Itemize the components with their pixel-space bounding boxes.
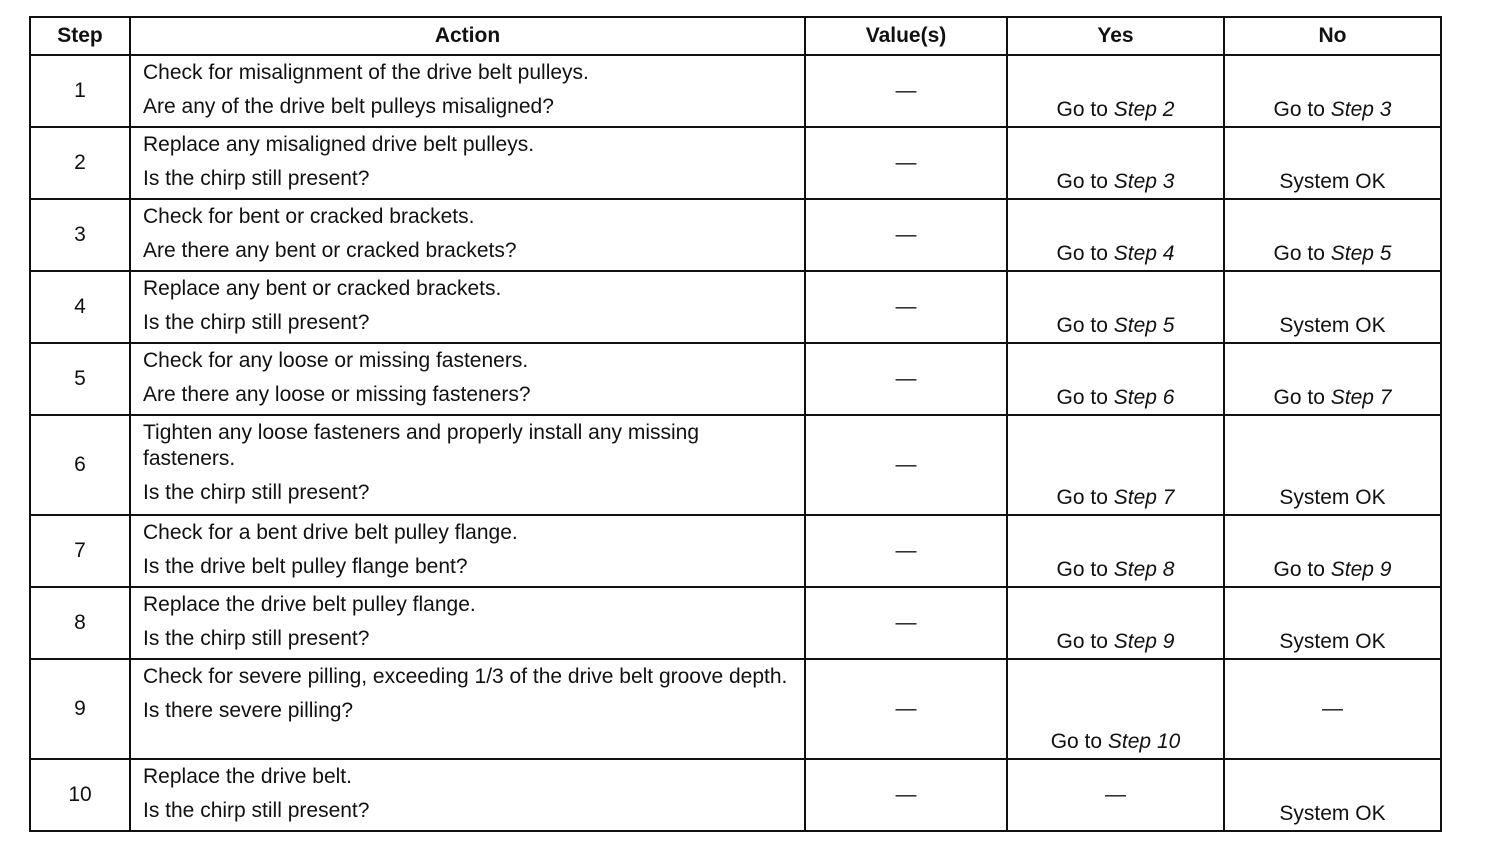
table-row: [30, 659, 1441, 759]
yes-text: Go to: [1056, 386, 1108, 409]
action-question: Is the chirp still present?: [143, 167, 370, 190]
header-yes: Yes: [1007, 17, 1224, 55]
no-cell: [1224, 55, 1441, 127]
no-text: System OK: [1279, 486, 1386, 509]
yes-text: —: [1105, 783, 1126, 806]
no-cell: [1224, 587, 1441, 659]
value-cell: —: [805, 659, 1007, 759]
no-text: System OK: [1279, 314, 1386, 337]
header-action: Action: [130, 17, 805, 55]
action-question: Are there any loose or missing fasteners?: [143, 383, 531, 406]
yes-text: Go to: [1056, 242, 1108, 265]
action-check: Check for any loose or missing fasteners.: [143, 349, 529, 372]
no-text: Go to: [1273, 242, 1325, 265]
action-cell: [130, 759, 805, 831]
no-cell: [1224, 759, 1441, 831]
no-step-ref: Step 3: [1330, 98, 1392, 121]
table-row: [30, 415, 1441, 515]
no-cell: [1224, 515, 1441, 587]
table-row: [30, 55, 1441, 127]
action-check: Check for a bent drive belt pulley flange.: [143, 521, 518, 544]
action-question: Is the drive belt pulley flange bent?: [143, 555, 468, 578]
step-number: 3: [30, 199, 130, 271]
value-cell: —: [805, 587, 1007, 659]
action-cell: [130, 343, 805, 415]
value-cell: —: [805, 199, 1007, 271]
yes-cell: [1007, 515, 1224, 587]
value-cell: —: [805, 343, 1007, 415]
no-cell: [1224, 199, 1441, 271]
step-number: 10: [30, 759, 130, 831]
action-cell: [130, 515, 805, 587]
yes-step-ref: Step 9: [1113, 630, 1175, 653]
yes-text: Go to: [1056, 98, 1108, 121]
no-text: Go to: [1273, 558, 1325, 581]
header-row: [30, 17, 1441, 55]
step-number: 9: [30, 659, 130, 759]
value-cell: —: [805, 759, 1007, 831]
yes-text: Go to: [1056, 558, 1108, 581]
action-check: Check for severe pilling, exceeding 1/3 of the drive belt groove depth.: [143, 665, 788, 688]
no-text: System OK: [1279, 630, 1386, 653]
yes-text: Go to: [1056, 486, 1108, 509]
diagnostic-table: [29, 16, 1442, 832]
no-step-ref: Step 7: [1330, 386, 1392, 409]
table-row: [30, 515, 1441, 587]
no-text: —: [1322, 697, 1343, 720]
action-question: Is the chirp still present?: [143, 311, 370, 334]
no-text: Go to: [1273, 98, 1325, 121]
header-no: No: [1224, 17, 1441, 55]
yes-step-ref: Step 7: [1113, 486, 1175, 509]
table-row: [30, 127, 1441, 199]
action-question: Are there any bent or cracked brackets?: [143, 239, 517, 262]
no-cell: [1224, 343, 1441, 415]
yes-text: Go to: [1050, 730, 1103, 753]
action-cell: [130, 55, 805, 127]
action-question: Is the chirp still present?: [143, 481, 370, 504]
action-cell: [130, 587, 805, 659]
no-cell: [1224, 415, 1441, 515]
no-text: System OK: [1279, 170, 1386, 193]
yes-cell: [1007, 759, 1224, 831]
table-row: [30, 587, 1441, 659]
yes-cell: [1007, 587, 1224, 659]
action-check: Tighten any loose fasteners and properly install any missing fasteners.: [143, 421, 700, 470]
no-step-ref: Step 5: [1330, 242, 1392, 265]
action-check: Replace any bent or cracked brackets.: [143, 277, 502, 300]
yes-cell: [1007, 127, 1224, 199]
yes-text: Go to: [1056, 170, 1108, 193]
yes-step-ref: Step 8: [1113, 558, 1175, 581]
value-cell: —: [805, 55, 1007, 127]
value-cell: —: [805, 415, 1007, 515]
value-cell: —: [805, 515, 1007, 587]
yes-text: Go to: [1056, 314, 1108, 337]
no-step-ref: Step 9: [1330, 558, 1392, 581]
action-cell: [130, 659, 805, 759]
yes-cell: [1007, 659, 1224, 759]
table-row: [30, 759, 1441, 831]
value-cell: —: [805, 271, 1007, 343]
header-step: Step: [30, 17, 130, 55]
yes-step-ref: Step 5: [1113, 314, 1175, 337]
yes-cell: [1007, 415, 1224, 515]
action-check: Replace the drive belt.: [143, 765, 352, 788]
no-cell: [1224, 127, 1441, 199]
yes-cell: [1007, 55, 1224, 127]
step-number: 4: [30, 271, 130, 343]
yes-text: Go to: [1056, 630, 1108, 653]
yes-step-ref: Step 2: [1113, 98, 1175, 121]
step-number: 7: [30, 515, 130, 587]
no-text: Go to: [1273, 386, 1325, 409]
yes-step-ref: Step 4: [1113, 242, 1175, 265]
yes-cell: [1007, 271, 1224, 343]
step-number: 6: [30, 415, 130, 515]
table-row: [30, 271, 1441, 343]
action-cell: [130, 127, 805, 199]
action-question: Is the chirp still present?: [143, 799, 370, 822]
action-cell: [130, 415, 805, 515]
action-check: Check for bent or cracked brackets.: [143, 205, 475, 228]
action-check: Replace the drive belt pulley flange.: [143, 593, 476, 616]
step-number: 5: [30, 343, 130, 415]
value-cell: —: [805, 127, 1007, 199]
action-question: Is there severe pilling?: [143, 699, 354, 722]
action-question: Is the chirp still present?: [143, 627, 370, 650]
no-cell: [1224, 271, 1441, 343]
yes-cell: [1007, 343, 1224, 415]
step-number: 1: [30, 55, 130, 127]
yes-step-ref: Step 3: [1113, 170, 1175, 193]
header-values: Value(s): [805, 17, 1007, 55]
yes-step-ref: Step 10: [1107, 730, 1181, 753]
step-number: 2: [30, 127, 130, 199]
no-cell: [1224, 659, 1441, 759]
table-row: [30, 199, 1441, 271]
action-check: Check for misalignment of the drive belt pulleys.: [143, 61, 589, 84]
yes-step-ref: Step 6: [1113, 386, 1175, 409]
action-check: Replace any misaligned drive belt pulleys.: [143, 133, 535, 156]
action-cell: [130, 199, 805, 271]
table-row: [30, 343, 1441, 415]
action-question: Are any of the drive belt pulleys misaligned?: [143, 95, 554, 118]
no-text: System OK: [1279, 802, 1386, 825]
action-cell: [130, 271, 805, 343]
step-number: 8: [30, 587, 130, 659]
yes-cell: [1007, 199, 1224, 271]
